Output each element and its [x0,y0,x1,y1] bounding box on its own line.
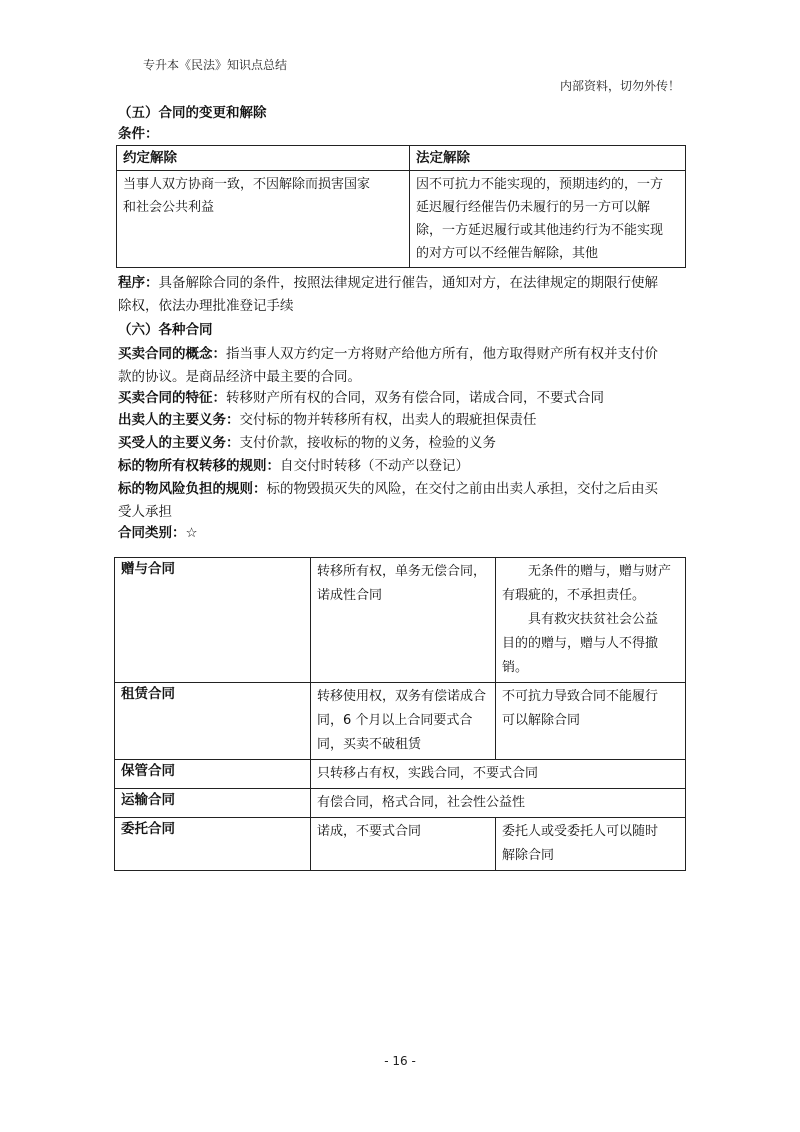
sales-concept-text: 指当事人双方约定一方将财产给他方所有，他方取得财产所有权并支付价 [226,346,658,362]
document-header-title: 专升本《民法》知识点总结 [143,58,288,72]
sales-features-text: 转移财产所有权的合同，双务有偿合同，诺成合同，不要式合同 [226,390,604,406]
contract-types-label: 合同类别：☆ [118,525,198,541]
ownership-transfer-label: 标的物所有权转移的规则： [118,458,280,474]
risk-bearing-label: 标的物风险负担的规则： [118,481,267,497]
contract-name-cell: 运输合同 [115,789,311,818]
sales-features-paragraph [118,388,604,409]
contract-name-cell: 保管合同 [115,760,311,789]
cell-line: 的对方可以不经催告解除，其他 [416,246,599,261]
cell-line: 同，6 个月以上合同要式合 [317,713,473,728]
seller-duties-text: 交付标的物并转移所有权，出卖人的瑕疵担保责任 [239,412,537,428]
cell-line: 转移使用权，双务有偿诺成合 [317,689,487,704]
cell-line: 不可抗力导致合同不能履行 [502,689,659,704]
contract-nature-cell [311,683,496,760]
ownership-transfer-paragraph [118,456,469,477]
cell-line: 委托人或受委托人可以随时 [502,824,659,839]
ownership-transfer-text: 自交付时转移（不动产以登记） [280,458,469,474]
contract-name-cell: 赠与合同 [115,558,311,683]
cell-line: 延迟履行经催告仍未履行的另一方可以解 [416,200,651,215]
section-6-title: （六）各种合同 [118,322,213,338]
table-row [115,683,686,760]
cell-line: 销。 [502,660,529,675]
contract-nature-cell: 有偿合同，格式合同，社会性公益性 [311,789,686,818]
cell-line: 和社会公共利益 [123,200,215,215]
contract-types-table [114,557,686,871]
contract-notes-cell [496,558,686,683]
cell-line: 诺成，不要式合同 [317,824,422,839]
contract-notes-cell [496,683,686,760]
sales-concept-paragraph [118,344,658,365]
sales-concept-continuation: 款的协议。是商品经济中最主要的合同。 [118,369,361,385]
contract-name-cell: 委托合同 [115,818,311,871]
risk-bearing-continuation: 受人承担 [118,504,172,520]
table-row [115,558,686,683]
risk-bearing-paragraph [118,479,658,500]
buyer-duties-paragraph [118,433,496,454]
agreed-termination-header: 约定解除 [117,146,410,171]
statutory-termination-header: 法定解除 [410,146,686,171]
conditions-label: 条件： [118,126,159,142]
table-row [115,818,686,871]
contract-nature-cell [311,558,496,683]
cell-line: 目的的赠与，赠与人不得撤 [502,636,659,651]
cell-line: 转移所有权，单务无偿合同， [317,564,487,579]
buyer-duties-text: 支付价款，接收标的物的义务，检验的义务 [239,435,496,451]
table-row [115,789,686,818]
confidential-note: 内部资料，切勿外传！ [560,79,681,93]
contract-name-cell: 租赁合同 [115,683,311,760]
page-number: - 16 - [384,1054,416,1068]
contract-nature-cell: 只转移占有权，实践合同，不要式合同 [311,760,686,789]
cell-line: 除，一方延迟履行或其他违约行为不能实现 [416,223,664,238]
cell-line: 因不可抗力不能实现的，预期违约的，一方 [416,177,664,192]
cell-line: 同，买卖不破租赁 [317,737,422,752]
cell-line: 当事人双方协商一致，不因解除而损害国家 [123,177,371,192]
section-5-title: （五）合同的变更和解除 [118,105,267,121]
buyer-duties-label: 买受人的主要义务： [118,435,240,451]
seller-duties-label: 出卖人的主要义务： [118,412,240,428]
cell-line: 诺成性合同 [317,588,383,603]
procedure-label: 程序： [118,275,159,291]
procedure-continuation: 除权，依法办理批准登记手续 [118,298,294,314]
cell-line: 有瑕疵的，不承担责任。 [502,588,646,603]
procedure-text: 具备解除合同的条件，按照法律规定进行催告，通知对方，在法律规定的期限行使解 [158,275,658,291]
contract-nature-cell [311,818,496,871]
seller-duties-paragraph [118,410,537,431]
cell-line: 无条件的赠与，赠与财产 [528,564,672,579]
sales-features-label: 买卖合同的特征： [118,390,226,406]
statutory-termination-cell [410,171,686,268]
cell-line: 解除合同 [502,848,555,863]
cell-line: 可以解除合同 [502,713,581,728]
procedure-paragraph [118,273,658,294]
table-row [115,760,686,789]
termination-conditions-table [116,145,686,268]
agreed-termination-cell [117,171,410,268]
contract-notes-cell [496,818,686,871]
sales-concept-label: 买卖合同的概念： [118,346,226,362]
risk-bearing-text: 标的物毁损灭失的风险，在交付之前由出卖人承担，交付之后由买 [266,481,658,497]
cell-line: 具有救灾扶贫社会公益 [528,612,659,627]
